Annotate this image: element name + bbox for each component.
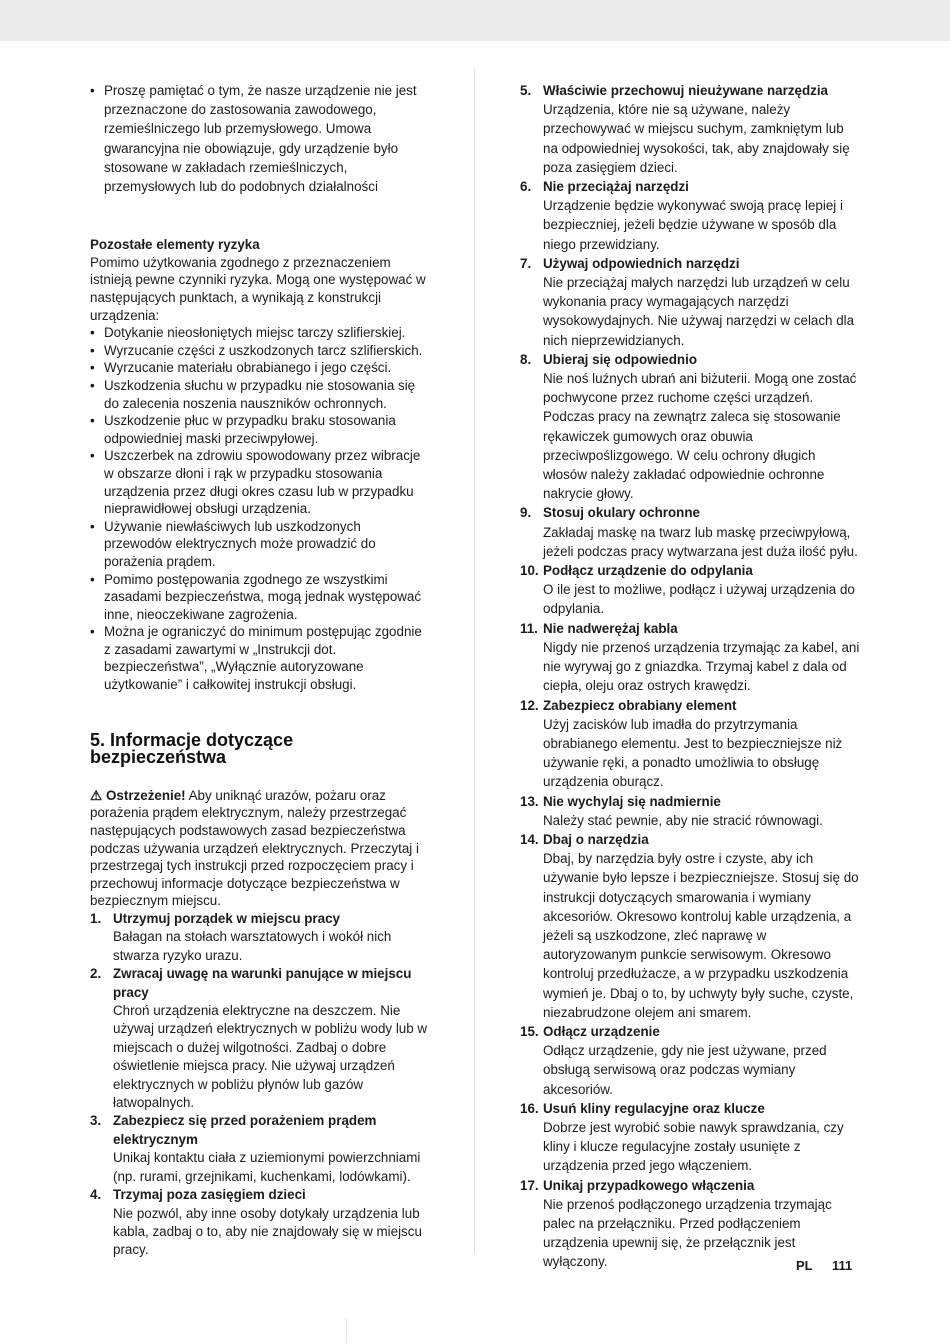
safety-item — [90, 1112, 430, 1186]
item-title: Zabezpiecz się przed porażeniem prądem elektrycznym — [113, 1113, 377, 1147]
item-text: Zakładaj maskę na twarz lub maskę przeciwpyłową, jeżeli podczas pracy wytwarzana jest duża ilość pyłu. — [543, 524, 858, 559]
list-item: • Wyrzucanie części z uszkodzonych tarcz szlifierskich. — [90, 342, 430, 360]
safety-item — [520, 696, 862, 792]
item-text: Chroń urządzenia elektryczne na deszczem. Nie używaj urządzeń elektrycznych w pobliżu wody lub w miejscach o dużej wilgotności. Zadbaj o dobre oświetlenie miejsca pracy. Nie używaj urządzeń elektrycznych w pobliżu płynów lub gazów łatwopalnych. — [113, 1003, 428, 1111]
list-item: • Używanie niewłaściwych lub uszkodzonych przewodów elektrycznych może prowadzić do porażenia prądem. — [90, 518, 430, 571]
item-title: Ubieraj się odpowiednio — [543, 351, 698, 367]
list-item: • Uszczerbek na zdrowiu spowodowany przez wibracje w obszarze dłoni i rąk w przypadku stosowania urządzenia przez długi okres czasu lub w przypadku nieprawidłowej obsługi urządzenia. — [90, 447, 430, 517]
safety-item — [90, 1186, 430, 1260]
safety-item — [520, 561, 862, 619]
item-number: 15. — [520, 1023, 539, 1039]
item-number: 10. — [520, 563, 539, 579]
item-title: Podłącz urządzenie do odpylania — [543, 563, 753, 579]
page-mark — [346, 1318, 347, 1342]
residual-risk-heading: Pozostałe elementy ryzyka — [90, 237, 260, 253]
safety-item — [520, 1099, 862, 1176]
item-text: Urządzenia, które nie są używane, należy przechowywać w miejscu suchym, zamkniętym lub na odpowiedniej wysokości, tak, aby znajdowały się poza zasięgiem dzieci. — [543, 102, 850, 175]
safety-item — [520, 350, 862, 504]
list-item: • Dotykanie nieosłoniętych miejsc tarczy szlifierskiej. — [90, 324, 430, 342]
item-number: 16. — [520, 1100, 539, 1116]
safety-item — [520, 619, 862, 696]
right-column — [520, 81, 862, 1272]
item-text: Nie noś luźnych ubrań ani biżuterii. Mogą one zostać pochwycone przez ruchome części urządzeń. Podczas pracy na zewnątrz zaleca się stosowanie rękawiczek gumowych oraz obuwia przeciwpoślizgowego. W celu ochrony długich włosów należy zakładać odpowiednie ochronne nakrycie głowy. — [543, 371, 857, 502]
safety-item — [520, 830, 862, 1022]
item-text: Nie przeciążaj małych narzędzi lub urządzeń w celu wykonania pracy wymagających narzędzi wysokowydajnych. Nie używaj narzędzi w celach dla nich nieprzewidzianych. — [543, 275, 855, 348]
item-text: Bałagan na stołach warsztatowych i wokół nich stwarza ryzyko urazu. — [113, 929, 392, 963]
section-title: 5. Informacje dotyczące bezpieczeństwa — [90, 729, 294, 768]
list-item: • Wyrzucanie materiału obrabianego i jego części. — [90, 359, 430, 377]
item-text: O ile jest to możliwe, podłącz i używaj urządzenia do odpylania. — [543, 582, 855, 617]
warning-paragraph — [90, 787, 430, 910]
safety-item — [90, 910, 430, 965]
top-bar — [0, 0, 950, 41]
item-text: Należy stać pewnie, aby nie stracić równowagi. — [543, 812, 823, 828]
list-item: • Proszę pamiętać o tym, że nasze urządzenie nie jest przeznaczone do zastosowania zawodowego, rzemieślniczego lub przemysłowego. Umowa gwarancyjna nie obowiązuje, gdy urządzenie było stosowane w zakładach rzemieślniczych, przemysłowych lub do podobnych działalności — [90, 81, 430, 196]
item-title: Zwracaj uwagę na warunki panujące w miejscu pracy — [113, 966, 412, 1000]
safety-list-left — [90, 910, 430, 1260]
item-text: Unikaj kontaktu ciała z uziemionymi powierzchniami (np. rurami, grzejnikami, kuchenkami, lodówkami). — [113, 1150, 421, 1184]
list-item: • Uszkodzenia słuchu w przypadku nie stosowania się do zalecenia noszenia nauszników ochronnych. — [90, 377, 430, 412]
item-number: 7. — [520, 255, 532, 271]
item-number: 9. — [520, 505, 532, 521]
item-number: 14. — [520, 831, 539, 847]
item-title: Dbaj o narzędzia — [543, 831, 649, 847]
column-divider — [474, 68, 475, 1253]
item-title: Unikaj przypadkowego włączenia — [543, 1177, 755, 1193]
safety-item — [90, 965, 430, 1112]
item-title: Odłącz urządzenie — [543, 1023, 660, 1039]
item-number: 5. — [520, 83, 532, 98]
item-number: 13. — [520, 793, 539, 809]
safety-item — [520, 792, 862, 830]
item-number: 3. — [90, 1113, 102, 1129]
item-number: 8. — [520, 351, 532, 367]
item-number: 12. — [520, 697, 539, 713]
safety-item — [520, 81, 862, 177]
item-title: Nie przeciążaj narzędzi — [543, 179, 689, 195]
safety-item — [520, 503, 862, 561]
warning-triangle-icon: ⚠ — [90, 787, 103, 803]
item-title: Trzymaj poza zasięgiem dzieci — [113, 1187, 306, 1203]
warning-label: Ostrzeżenie! — [106, 787, 186, 803]
safety-item — [520, 177, 862, 254]
item-number: 4. — [90, 1187, 102, 1203]
item-title: Zabezpiecz obrabiany element — [543, 697, 737, 713]
footer-language: PL — [796, 1258, 813, 1273]
item-number: 11. — [520, 620, 538, 636]
item-number: 1. — [90, 911, 102, 926]
item-title: Stosuj okulary ochronne — [543, 505, 700, 521]
intro-bullet-list — [90, 81, 430, 196]
item-title: Usuń kliny regulacyjne oraz klucze — [543, 1100, 765, 1116]
residual-risk-text: Pomimo użytkowania zgodnego z przeznaczeniem istnieją pewne czynniki ryzyka. Mogą one występować w następujących punktach, a wynikają z konstrukcji urządzenia: — [90, 254, 426, 323]
item-title: Używaj odpowiednich narzędzi — [543, 255, 740, 271]
item-text: Nie pozwól, aby inne osoby dotykały urządzenia lub kabla, zadbaj o to, aby nie znajdowały się w miejscu pracy. — [113, 1205, 422, 1258]
item-number: 2. — [90, 966, 102, 982]
item-title: Nie nadwerężaj kabla — [543, 620, 678, 636]
page-number: 111 — [832, 1258, 853, 1273]
list-item: • Uszkodzenie płuc w przypadku braku stosowania odpowiedniej maski przeciwpyłowej. — [90, 412, 430, 447]
item-number: 17. — [520, 1177, 539, 1193]
item-title: Nie wychylaj się nadmiernie — [543, 793, 721, 809]
item-text: Nie przenoś podłączonego urządzenia trzymając palec na przełączniku. Przed podłączeniem urządzenia upewnij się, że przełącznik jest wyłączony. — [543, 1196, 832, 1270]
item-text: Użyj zacisków lub imadła do przytrzymania obrabianego elementu. Jest to bezpieczniejsze niż używanie ręki, a ponadto umożliwia to obsługę urządzenia oburącz. — [543, 716, 843, 790]
item-text: Dbaj, by narzędzia były ostre i czyste, aby ich używanie było lepsze i bezpieczniejsze. Stosuj się do instrukcji dotyczących smarowania i wymiany akcesoriów. Okresowo kontroluj kable urządzenia, a jeżeli są uszkodzone, zleć naprawę w autoryzowanym punkcie serwisowym. Okresowo kontroluj przedłużacze, a w przypadku uszkodzenia wymień je. Dbaj o to, by uchwyty były suche, czyste, niezabrudzone olejem ani smarem. — [543, 851, 859, 1020]
residual-risk-list — [90, 324, 430, 693]
list-item: • Pomimo postępowania zgodnego ze wszystkimi zasadami bezpieczeństwa, mogą jednak występować inne, nieoczekiwane zagrożenia. — [90, 571, 430, 624]
item-text: Dobrze jest wyrobić sobie nawyk sprawdzania, czy kliny i klucze regulacyjne zostały usunięte z urządzenia przed jego włączeniem. — [543, 1119, 844, 1174]
item-title: Utrzymuj porządek w miejscu pracy — [113, 911, 340, 926]
safety-item — [520, 254, 862, 350]
list-item: • Można je ograniczyć do minimum postępując zgodnie z zasadami zawartymi w „Instrukcji dot. bezpieczeństwa”, „Wyłącznie autoryzowane użytkowanie” i całkowitej instrukcji obsługi. — [90, 623, 430, 693]
safety-item — [520, 1022, 862, 1099]
item-number: 6. — [520, 179, 532, 195]
item-text: Urządzenie będzie wykonywać swoją pracę lepiej i bezpieczniej, jeżeli będzie używane w sposób dla niego przewidziany. — [543, 198, 843, 252]
item-text: Nigdy nie przenoś urządzenia trzymając za kabel, ani nie wyrywaj go z gniazdka. Trzymaj kabel z dala od ciepła, oleju oraz ostrych krawędzi. — [543, 639, 860, 694]
warning-text: Aby uniknąć urazów, pożaru oraz porażenia prądem elektrycznym, należy przestrzegać następujących podstawowych zasad bezpieczeństwa podczas używania urządzeń elektrycznych. Przeczytaj i przestrzegaj tych instrukcji przed rozpoczęciem pracy i przechowuj informacje dotyczące bezpieczeństwa w bezpiecznym miejscu. — [90, 787, 419, 909]
safety-list-right — [520, 81, 862, 1272]
item-text: Odłącz urządzenie, gdy nie jest używane, przed obsługą serwisową oraz podczas wymiany akcesoriów. — [543, 1043, 827, 1097]
item-title: Właściwie przechowuj nieużywane narzędzia — [543, 83, 829, 98]
left-column — [90, 81, 430, 1260]
